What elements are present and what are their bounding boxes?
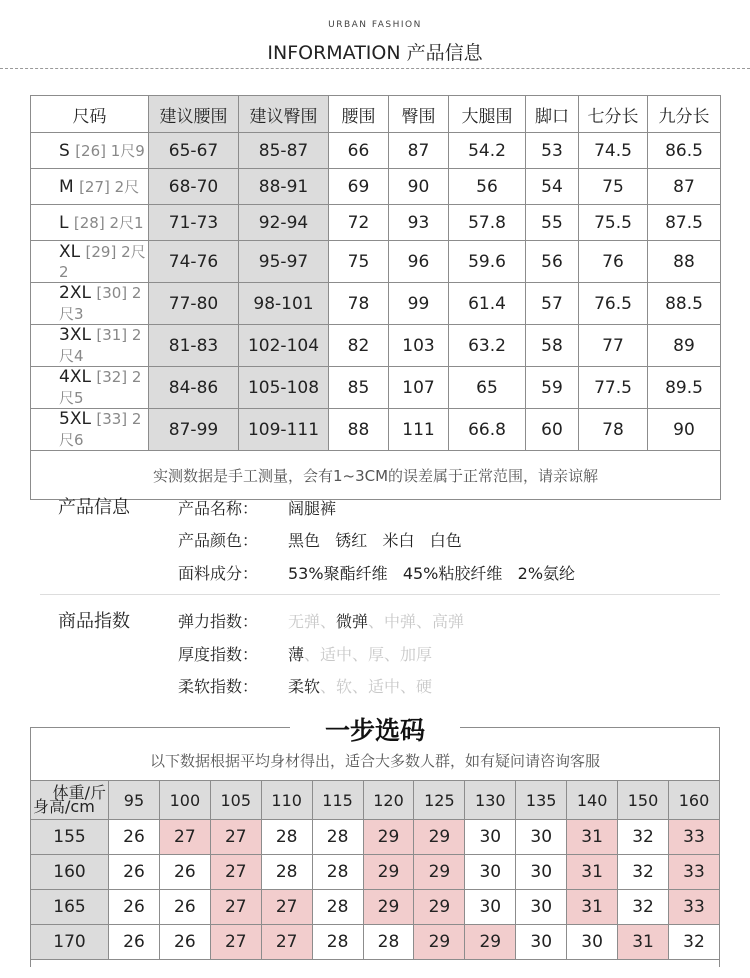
size-recommendation-cell: 29 [465,925,516,960]
weight-header-cell: 120 [363,781,414,820]
size-code: [33] 2尺6 [59,410,142,449]
size-value-cell: 65-67 [149,133,239,169]
size-name: M [59,177,74,197]
size-header-cell: 腰围 [329,96,389,133]
thickness-key: 厚度指数： [178,645,259,664]
product-name-value: 阔腿裤 [288,499,337,518]
size-value-cell: 57 [526,283,579,325]
size-header-cell: 九分长 [648,96,721,133]
weight-header-cell: 115 [312,781,363,820]
size-recommendation-cell: 31 [618,925,669,960]
fit-row [31,855,720,890]
size-value-cell: 85 [329,367,389,409]
size-value-cell: 102-104 [239,325,329,367]
size-row [31,205,721,241]
size-code: [30] 2尺3 [59,284,142,323]
size-value-cell: 78 [579,409,648,451]
size-recommendation-cell: 29 [363,820,414,855]
size-value-cell: 75.5 [579,205,648,241]
size-recommendation-cell: 30 [516,855,567,890]
size-name: 5XL [59,409,91,429]
dashed-divider [0,68,750,69]
size-row [31,283,721,325]
size-header-cell: 尺码 [31,96,149,133]
size-value-cell: 88-91 [239,169,329,205]
size-recommendation-cell: 31 [567,820,618,855]
size-recommendation-cell: 28 [363,925,414,960]
size-value-cell: 85-87 [239,133,329,169]
brand-tagline: URBAN FASHION [328,20,422,30]
size-value-cell: 81-83 [149,325,239,367]
size-recommendation-cell: 33 [668,890,719,925]
size-recommendation-cell: 27 [159,820,210,855]
size-header-cell: 建议腰围 [149,96,239,133]
elasticity-opt-medium: 、中弹、 [368,612,433,631]
elasticity-options [288,609,464,632]
size-name: L [59,213,69,233]
size-value-cell: 96 [389,241,449,283]
size-value-cell: 75 [329,241,389,283]
product-index-label: 商品指数 [58,611,130,632]
fit-guide-table [30,780,720,960]
size-value-cell: 74.5 [579,133,648,169]
weight-header-cell: 110 [261,781,312,820]
size-value-cell: 103 [389,325,449,367]
size-value-cell: 88 [648,241,721,283]
weight-header-cell: 130 [465,781,516,820]
height-cell: 165 [31,890,109,925]
size-value-cell: 65 [449,367,526,409]
size-recommendation-cell: 26 [109,925,160,960]
softness-opt-hard: 硬 [416,677,433,696]
size-value-cell: 87-99 [149,409,239,451]
size-value-cell: 107 [389,367,449,409]
softness-options [288,674,432,697]
size-value-cell: 53 [526,133,579,169]
size-recommendation-cell: 32 [668,925,719,960]
softness-opt-soft: 、软、 [320,677,369,696]
size-recommendation-cell: 26 [109,855,160,890]
size-recommendation-cell: 29 [363,855,414,890]
size-value-cell: 72 [329,205,389,241]
product-info-label: 产品信息 [58,497,130,518]
size-label-cell [31,205,149,241]
size-recommendation-cell: 27 [261,890,312,925]
fit-guide-subtitle: 以下数据根据平均身材得出，适合大多数人群，如有疑问请咨询客服 [149,752,600,770]
weight-header-cell: 125 [414,781,465,820]
size-value-cell: 87 [389,133,449,169]
size-recommendation-cell: 27 [210,820,261,855]
size-recommendation-cell: 27 [261,925,312,960]
size-header-cell: 大腿围 [449,96,526,133]
size-name: 3XL [59,325,91,345]
height-cell: 155 [31,820,109,855]
size-code: [32] 2尺5 [59,368,142,407]
size-header-cell: 脚口 [526,96,579,133]
size-recommendation-cell: 27 [210,855,261,890]
weight-header-cell: 150 [618,781,669,820]
weight-header-cell: 140 [567,781,618,820]
size-code: [31] 2尺4 [59,326,142,365]
size-value-cell: 82 [329,325,389,367]
size-value-cell: 76 [579,241,648,283]
size-value-cell: 88 [329,409,389,451]
size-value-cell: 95-97 [239,241,329,283]
size-label-cell [31,325,149,367]
size-value-cell: 68-70 [149,169,239,205]
size-recommendation-cell: 29 [363,890,414,925]
fit-header-row [31,781,720,820]
softness-opt-very-soft: 柔软 [288,677,321,696]
size-value-cell: 89 [648,325,721,367]
size-recommendation-cell: 30 [465,855,516,890]
thickness-opt-thick: 厚、 [368,645,401,664]
elasticity-opt-none: 无弹、 [288,612,337,631]
fit-row [31,820,720,855]
weight-header-cell: 135 [516,781,567,820]
elasticity-key: 弹力指数： [178,612,259,631]
size-recommendation-cell: 28 [261,820,312,855]
size-name: 4XL [59,367,91,387]
size-row [31,241,721,283]
size-value-cell: 58 [526,325,579,367]
size-row [31,409,721,451]
fit-row [31,890,720,925]
size-value-cell: 76.5 [579,283,648,325]
size-label-cell [31,367,149,409]
size-value-cell: 90 [648,409,721,451]
height-cell: 170 [31,925,109,960]
size-code: [26] 1尺9 [75,142,145,160]
size-value-cell: 77.5 [579,367,648,409]
size-value-cell: 56 [526,241,579,283]
size-row [31,169,721,205]
size-value-cell: 78 [329,283,389,325]
size-recommendation-cell: 28 [261,855,312,890]
size-name: XL [59,242,81,262]
size-value-cell: 89.5 [648,367,721,409]
size-code: [29] 2尺2 [59,243,146,281]
weight-header-cell: 95 [109,781,160,820]
size-recommendation-cell: 32 [618,855,669,890]
size-recommendation-cell: 31 [567,855,618,890]
size-value-cell: 90 [389,169,449,205]
size-recommendation-cell: 29 [414,890,465,925]
size-recommendation-cell: 33 [668,820,719,855]
size-recommendation-cell: 28 [312,890,363,925]
weight-header-cell: 160 [668,781,719,820]
size-value-cell: 84-86 [149,367,239,409]
size-value-cell: 71-73 [149,205,239,241]
size-value-cell: 109-111 [239,409,329,451]
size-recommendation-cell: 30 [465,890,516,925]
size-recommendation-cell: 28 [312,820,363,855]
size-recommendation-cell: 28 [312,855,363,890]
size-header-row [31,96,721,133]
size-value-cell: 92-94 [239,205,329,241]
size-value-cell: 54 [526,169,579,205]
size-value-cell: 75 [579,169,648,205]
size-value-cell: 66.8 [449,409,526,451]
height-unit-label: 身高/cm [33,797,95,816]
size-value-cell: 99 [389,283,449,325]
size-header-cell: 七分长 [579,96,648,133]
weight-header-cell: 100 [159,781,210,820]
size-recommendation-cell: 30 [516,820,567,855]
size-recommendation-cell: 26 [159,855,210,890]
product-color-key: 产品颜色： [178,531,259,550]
thickness-opt-medium: 、适中、 [304,645,369,664]
size-row [31,325,721,367]
size-value-cell: 55 [526,205,579,241]
size-recommendation-cell: 29 [414,820,465,855]
size-value-cell: 87.5 [648,205,721,241]
fit-guide-title: 一步选码 [290,711,460,747]
size-value-cell: 74-76 [149,241,239,283]
size-value-cell: 69 [329,169,389,205]
size-value-cell: 77 [579,325,648,367]
height-cell: 160 [31,855,109,890]
size-name: S [59,141,70,161]
size-label-cell [31,241,149,283]
size-recommendation-cell: 30 [567,925,618,960]
weight-header-cell: 105 [210,781,261,820]
thickness-opt-thin: 薄 [288,645,305,664]
size-value-cell: 66 [329,133,389,169]
size-label-cell [31,409,149,451]
product-name-key: 产品名称： [178,499,259,518]
size-recommendation-cell: 27 [210,925,261,960]
size-recommendation-cell: 26 [159,890,210,925]
size-value-cell: 59.6 [449,241,526,283]
size-label-cell [31,283,149,325]
size-value-cell: 54.2 [449,133,526,169]
size-recommendation-cell: 33 [668,855,719,890]
elasticity-opt-high: 高弹 [432,612,465,631]
size-recommendation-cell: 28 [312,925,363,960]
size-code: [27] 2尺 [79,178,140,196]
size-recommendation-cell: 32 [618,820,669,855]
size-name: 2XL [59,283,91,303]
size-recommendation-cell: 26 [159,925,210,960]
size-label-cell [31,169,149,205]
thickness-options [288,642,432,665]
fit-row [31,925,720,960]
size-label-cell [31,133,149,169]
size-value-cell: 57.8 [449,205,526,241]
size-recommendation-cell: 29 [414,855,465,890]
size-recommendation-cell: 32 [618,890,669,925]
size-row [31,133,721,169]
size-value-cell: 59 [526,367,579,409]
size-value-cell: 61.4 [449,283,526,325]
measurement-note: 实测数据是手工测量，会有1~3CM的误差属于正常范围，请亲谅解 [31,451,721,500]
fabric-value: 53%聚酯纤维 45%粘胶纤维 2%氨纶 [288,564,576,583]
size-recommendation-cell: 31 [567,890,618,925]
fabric-key: 面料成分： [178,564,259,583]
size-recommendation-cell: 30 [465,820,516,855]
size-value-cell: 56 [449,169,526,205]
size-value-cell: 98-101 [239,283,329,325]
size-value-cell: 111 [389,409,449,451]
elasticity-opt-slight: 微弹 [336,612,369,631]
weight-height-corner [31,781,109,820]
size-value-cell: 88.5 [648,283,721,325]
size-value-cell: 63.2 [449,325,526,367]
size-value-cell: 60 [526,409,579,451]
size-value-cell: 105-108 [239,367,329,409]
product-color-value: 黑色 锈红 米白 白色 [288,531,462,550]
weight-unit-label: 体重/斤 [52,783,106,802]
size-header-cell: 臀围 [389,96,449,133]
size-row [31,367,721,409]
size-recommendation-cell: 30 [516,925,567,960]
size-value-cell: 93 [389,205,449,241]
softness-opt-medium: 适中、 [368,677,417,696]
size-recommendation-cell: 29 [414,925,465,960]
softness-key: 柔软指数： [178,677,259,696]
size-chart-table [30,95,721,500]
size-value-cell: 77-80 [149,283,239,325]
size-value-cell: 87 [648,169,721,205]
thickness-opt-extra: 加厚 [400,645,433,664]
size-recommendation-cell: 27 [210,890,261,925]
size-recommendation-cell: 26 [109,820,160,855]
section-divider [40,594,720,595]
size-recommendation-cell: 30 [516,890,567,925]
size-value-cell: 86.5 [648,133,721,169]
page-title: INFORMATION 产品信息 [267,42,483,64]
size-header-cell: 建议臀围 [239,96,329,133]
size-code: [28] 2尺1 [73,214,144,232]
size-recommendation-cell: 26 [109,890,160,925]
